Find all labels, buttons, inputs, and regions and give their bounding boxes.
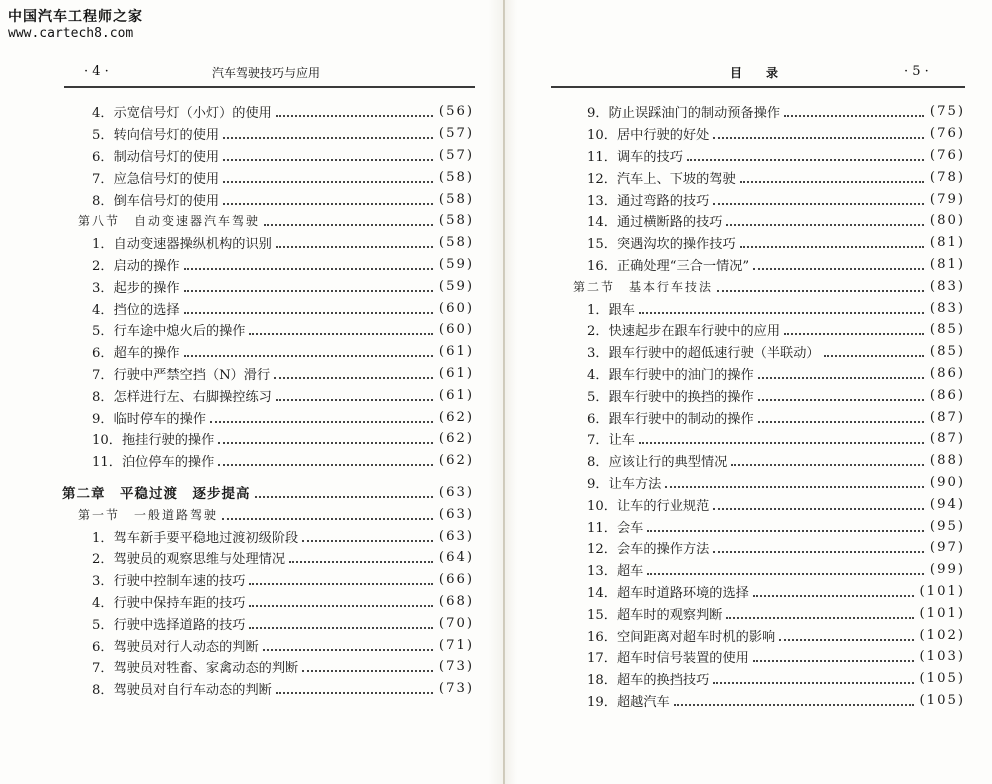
toc-page-number: (88) — [929, 453, 965, 469]
toc-item-row — [62, 145, 474, 167]
toc-item-row — [557, 472, 965, 494]
watermark-site-name: 中国汽车工程师之家 — [8, 9, 143, 25]
toc-entry-title: 10．居中行驶的好处 — [587, 128, 710, 144]
toc-page-number: (95) — [929, 518, 965, 534]
toc-page-number: (71) — [438, 637, 474, 653]
toc-item-row — [557, 123, 965, 145]
dot-leader — [726, 616, 913, 619]
toc-entry-title: 14．通过横断路的技巧 — [587, 215, 723, 231]
toc-page-number: (87) — [929, 409, 965, 425]
toc-item-row — [557, 515, 965, 537]
toc-entry-title: 第二章 平稳过渡 逐步提高 — [62, 486, 251, 503]
toc-entry-title: 4．跟车行驶中的油门的操作 — [587, 367, 754, 383]
toc-item-row — [62, 547, 474, 569]
dot-leader — [740, 245, 924, 248]
toc-item-row — [62, 188, 474, 210]
toc-page-number: (57) — [438, 126, 474, 142]
dot-leader — [740, 180, 924, 183]
dot-leader — [713, 550, 924, 553]
toc-entry-title: 6．超车的操作 — [92, 346, 180, 362]
dot-leader — [784, 332, 924, 335]
toc-page-number: (73) — [438, 659, 474, 675]
toc-entry-title: 17．超车时信号装置的使用 — [587, 651, 749, 667]
toc-page-number: (105) — [919, 692, 965, 708]
toc-entry-title: 1．自动变速器操纵机构的识别 — [92, 237, 272, 253]
dot-leader — [223, 202, 433, 205]
toc-page-number: (58) — [438, 169, 474, 185]
dot-leader — [302, 539, 433, 542]
toc-page-number: (86) — [929, 365, 965, 381]
dot-leader — [647, 572, 924, 575]
toc-item-row — [557, 166, 965, 188]
toc-entry-title: 14．超车时道路环境的选择 — [587, 585, 749, 601]
toc-item-row — [62, 123, 474, 145]
dot-leader — [249, 332, 432, 335]
toc-item-row — [62, 101, 474, 123]
toc-item-row — [557, 646, 965, 668]
toc-page-number: (57) — [438, 147, 474, 163]
toc-item-row — [557, 101, 965, 123]
toc-item-row — [557, 297, 965, 319]
toc-page-number: (101) — [919, 605, 965, 621]
toc-page-number: (63) — [438, 528, 474, 544]
toc-item-row — [62, 319, 474, 341]
right-toc — [557, 101, 965, 711]
dot-leader — [184, 311, 433, 314]
toc-entry-title: 16．空间距离对超车时机的影响 — [587, 629, 776, 645]
toc-entry-title: 9．让车方法 — [587, 476, 662, 492]
toc-page-number: (64) — [438, 550, 474, 566]
toc-page-number: (58) — [438, 213, 474, 229]
toc-entry-title: 7．行驶中严禁空挡（N）滑行 — [92, 367, 271, 383]
dot-leader — [758, 398, 924, 401]
toc-entry-title: 第一节 一般道路驾驶 — [78, 507, 219, 522]
toc-entry-title: 7．应急信号灯的使用 — [92, 171, 220, 187]
toc-entry-title: 8．倒车信号灯的使用 — [92, 193, 220, 209]
toc-page-number: (86) — [929, 387, 965, 403]
toc-item-row — [62, 406, 474, 428]
toc-item-row — [62, 634, 474, 656]
toc-item-row — [62, 525, 474, 547]
left-running-title: 汽车驾驶技巧与应用 — [212, 66, 321, 80]
dot-leader — [647, 529, 924, 532]
toc-spacer — [62, 472, 474, 482]
dot-leader — [276, 245, 433, 248]
dot-leader — [726, 223, 923, 226]
toc-page-number: (59) — [438, 278, 474, 294]
dot-leader — [218, 463, 433, 466]
dot-leader — [784, 114, 924, 117]
toc-entry-title: 5．行驶中选择道路的技巧 — [92, 617, 246, 633]
toc-item-row — [557, 581, 965, 603]
toc-entry-title: 6．制动信号灯的使用 — [92, 149, 220, 165]
toc-item-row — [557, 559, 965, 581]
dot-leader — [713, 202, 924, 205]
dot-leader — [249, 626, 432, 629]
toc-entry-title: 4．示宽信号灯（小灯）的使用 — [92, 106, 272, 122]
toc-item-row — [557, 319, 965, 341]
right-header-rule — [551, 86, 965, 88]
right-page — [505, 0, 992, 784]
dot-leader — [222, 517, 433, 520]
toc-entry-title: 11．泊位停车的操作 — [92, 455, 215, 471]
toc-item-row — [62, 232, 474, 254]
toc-section-row — [557, 275, 965, 297]
dot-leader — [289, 560, 433, 563]
toc-entry-title: 4．行驶中保持车距的技巧 — [92, 595, 246, 611]
toc-entry-title: 3．起步的操作 — [92, 280, 180, 296]
toc-page-number: (58) — [438, 235, 474, 251]
toc-page-number: (99) — [929, 562, 965, 578]
toc-page-number: (87) — [929, 431, 965, 447]
toc-entry-title: 4．挡位的选择 — [92, 302, 180, 318]
toc-item-row — [62, 384, 474, 406]
dot-leader — [717, 289, 924, 292]
toc-page-number: (58) — [438, 191, 474, 207]
left-header-rule — [64, 86, 475, 88]
dot-leader — [223, 180, 433, 183]
toc-item-row — [62, 254, 474, 276]
dot-leader — [779, 638, 913, 641]
toc-entry-title: 6．驾驶员对行人动态的判断 — [92, 639, 259, 655]
right-page-number: · 5 · — [904, 64, 929, 79]
dot-leader — [639, 311, 924, 314]
toc-page-number: (63) — [438, 484, 474, 500]
toc-item-row — [62, 678, 474, 700]
toc-item-row — [557, 363, 965, 385]
toc-entry-title: 5．跟车行驶中的换挡的操作 — [587, 389, 754, 405]
dot-leader — [753, 659, 914, 662]
toc-page-number: (76) — [929, 126, 965, 142]
toc-item-row — [557, 254, 965, 276]
dot-leader — [302, 669, 433, 672]
dot-leader — [218, 441, 433, 444]
toc-entry-title: 9．防止误踩油门的制动预备操作 — [587, 106, 781, 122]
dot-leader — [184, 289, 433, 292]
toc-entry-title: 13．通过弯路的技巧 — [587, 193, 710, 209]
toc-item-row — [557, 406, 965, 428]
toc-page-number: (63) — [438, 506, 474, 522]
toc-chapter-row — [62, 482, 474, 504]
toc-page-number: (59) — [438, 256, 474, 272]
left-toc — [62, 101, 474, 700]
toc-item-row — [557, 428, 965, 450]
right-running-header — [505, 64, 992, 84]
toc-page-number: (103) — [919, 649, 965, 665]
toc-page-number: (81) — [929, 256, 965, 272]
toc-page-number: (73) — [438, 681, 474, 697]
toc-item-row — [62, 656, 474, 678]
dot-leader — [731, 463, 924, 466]
toc-entry-title: 第二节 基本行车技法 — [573, 279, 714, 294]
toc-entry-title: 8．驾驶员对自行车动态的判断 — [92, 683, 272, 699]
toc-item-row — [62, 275, 474, 297]
dot-leader — [665, 485, 924, 488]
toc-page-number: (61) — [438, 344, 474, 360]
dot-leader — [263, 648, 433, 651]
toc-item-row — [557, 537, 965, 559]
dot-leader — [276, 114, 433, 117]
toc-item-row — [557, 232, 965, 254]
toc-entry-title: 18．超车的换挡技巧 — [587, 673, 710, 689]
toc-entry-title: 10．拖挂行驶的操作 — [92, 433, 215, 449]
dot-leader — [824, 354, 924, 357]
toc-entry-title: 5．行车途中熄火后的操作 — [92, 324, 246, 340]
toc-page-number: (68) — [438, 593, 474, 609]
toc-entry-title: 7．让车 — [587, 433, 635, 449]
toc-page-number: (83) — [929, 300, 965, 316]
dot-leader — [184, 354, 433, 357]
toc-entry-title: 8．怎样进行左、右脚操控练习 — [92, 389, 272, 405]
toc-entry-title: 7．驾驶员对牲畜、家禽动态的判断 — [92, 661, 299, 677]
toc-entry-title: 第八节 自动变速器汽车驾驶 — [78, 214, 261, 229]
toc-item-row — [62, 591, 474, 613]
dot-leader — [687, 158, 924, 161]
toc-entry-title: 9．临时停车的操作 — [92, 411, 206, 427]
toc-page-number: (79) — [929, 191, 965, 207]
toc-item-row — [557, 145, 965, 167]
toc-page-number: (62) — [438, 409, 474, 425]
dot-leader — [274, 376, 433, 379]
dot-leader — [753, 267, 924, 270]
toc-page-number: (90) — [929, 474, 965, 490]
toc-entry-title: 13．超车 — [587, 564, 644, 580]
toc-item-row — [557, 690, 965, 712]
toc-entry-title: 15．突遇沟坎的操作技巧 — [587, 237, 736, 253]
toc-page-number: (76) — [929, 147, 965, 163]
toc-entry-title: 10．让车的行业规范 — [587, 498, 710, 514]
toc-page-number: (70) — [438, 615, 474, 631]
left-running-header — [0, 64, 503, 84]
toc-item-row — [557, 341, 965, 363]
toc-item-row — [62, 363, 474, 385]
toc-page-number: (62) — [438, 453, 474, 469]
toc-entry-title: 6．跟车行驶中的制动的操作 — [587, 411, 754, 427]
toc-page-number: (61) — [438, 365, 474, 381]
dot-leader — [758, 376, 924, 379]
toc-page-number: (85) — [929, 344, 965, 360]
toc-entry-title: 2．快速起步在跟车行驶中的应用 — [587, 324, 781, 340]
toc-item-row — [557, 624, 965, 646]
dot-leader — [713, 136, 924, 139]
dot-leader — [255, 495, 433, 498]
dot-leader — [223, 158, 433, 161]
toc-item-row — [62, 569, 474, 591]
toc-page-number: (60) — [438, 322, 474, 338]
dot-leader — [639, 441, 924, 444]
dot-leader — [276, 691, 433, 694]
dot-leader — [713, 681, 913, 684]
dot-leader — [249, 604, 432, 607]
toc-page-number: (101) — [919, 583, 965, 599]
dot-leader — [223, 136, 433, 139]
toc-item-row — [557, 668, 965, 690]
toc-item-row — [557, 188, 965, 210]
watermark-url: www.cartech8.com — [8, 26, 134, 41]
toc-section-row — [62, 503, 474, 525]
dot-leader — [758, 420, 924, 423]
toc-item-row — [62, 428, 474, 450]
dot-leader — [713, 507, 924, 510]
dot-leader — [753, 594, 914, 597]
toc-page-number: (60) — [438, 300, 474, 316]
toc-item-row — [557, 493, 965, 515]
toc-entry-title: 19．超越汽车 — [587, 694, 670, 710]
toc-entry-title: 2．启动的操作 — [92, 258, 180, 274]
toc-item-row — [557, 384, 965, 406]
toc-page-number: (105) — [919, 671, 965, 687]
toc-item-row — [557, 210, 965, 232]
toc-item-row — [557, 602, 965, 624]
toc-page-number: (97) — [929, 540, 965, 556]
dot-leader — [264, 223, 433, 226]
toc-item-row — [62, 166, 474, 188]
toc-item-row — [62, 450, 474, 472]
toc-entry-title: 11．会车 — [587, 520, 644, 536]
toc-entry-title: 12．汽车上、下坡的驾驶 — [587, 171, 736, 187]
toc-page-number: (78) — [929, 169, 965, 185]
toc-page-number: (85) — [929, 322, 965, 338]
toc-page-number: (81) — [929, 235, 965, 251]
toc-item-row — [62, 612, 474, 634]
dot-leader — [276, 398, 433, 401]
toc-page-number: (61) — [438, 387, 474, 403]
toc-entry-title: 2．驾驶员的观察思维与处理情况 — [92, 552, 286, 568]
dot-leader — [249, 582, 432, 585]
toc-page-number: (75) — [929, 104, 965, 120]
toc-page-number: (56) — [438, 104, 474, 120]
right-running-title: 目 录 — [730, 66, 779, 80]
dot-leader — [674, 703, 914, 706]
toc-entry-title: 12．会车的操作方法 — [587, 542, 710, 558]
toc-item-row — [62, 341, 474, 363]
toc-page-number: (94) — [929, 496, 965, 512]
toc-entry-title: 1．跟车 — [587, 302, 635, 318]
toc-entry-title: 11．调车的技巧 — [587, 149, 683, 165]
toc-page-number: (83) — [929, 278, 965, 294]
toc-page-number: (62) — [438, 431, 474, 447]
toc-entry-title: 3．行驶中控制车速的技巧 — [92, 574, 246, 590]
toc-page-number: (102) — [919, 627, 965, 643]
toc-item-row — [557, 450, 965, 472]
toc-page-number: (66) — [438, 572, 474, 588]
toc-entry-title: 1．驾车新手要平稳地过渡初级阶段 — [92, 530, 299, 546]
dot-leader — [210, 420, 433, 423]
toc-entry-title: 5．转向信号灯的使用 — [92, 128, 220, 144]
toc-entry-title: 8．应该让行的典型情况 — [587, 455, 728, 471]
toc-entry-title: 3．跟车行驶中的超低速行驶（半联动） — [587, 346, 820, 362]
toc-entry-title: 16．正确处理“三合一情况” — [587, 258, 750, 274]
left-page-number: · 4 · — [84, 64, 109, 79]
dot-leader — [184, 267, 433, 270]
toc-entry-title: 15．超车时的观察判断 — [587, 607, 723, 623]
toc-section-row — [62, 210, 474, 232]
toc-page-number: (80) — [929, 213, 965, 229]
toc-item-row — [62, 297, 474, 319]
